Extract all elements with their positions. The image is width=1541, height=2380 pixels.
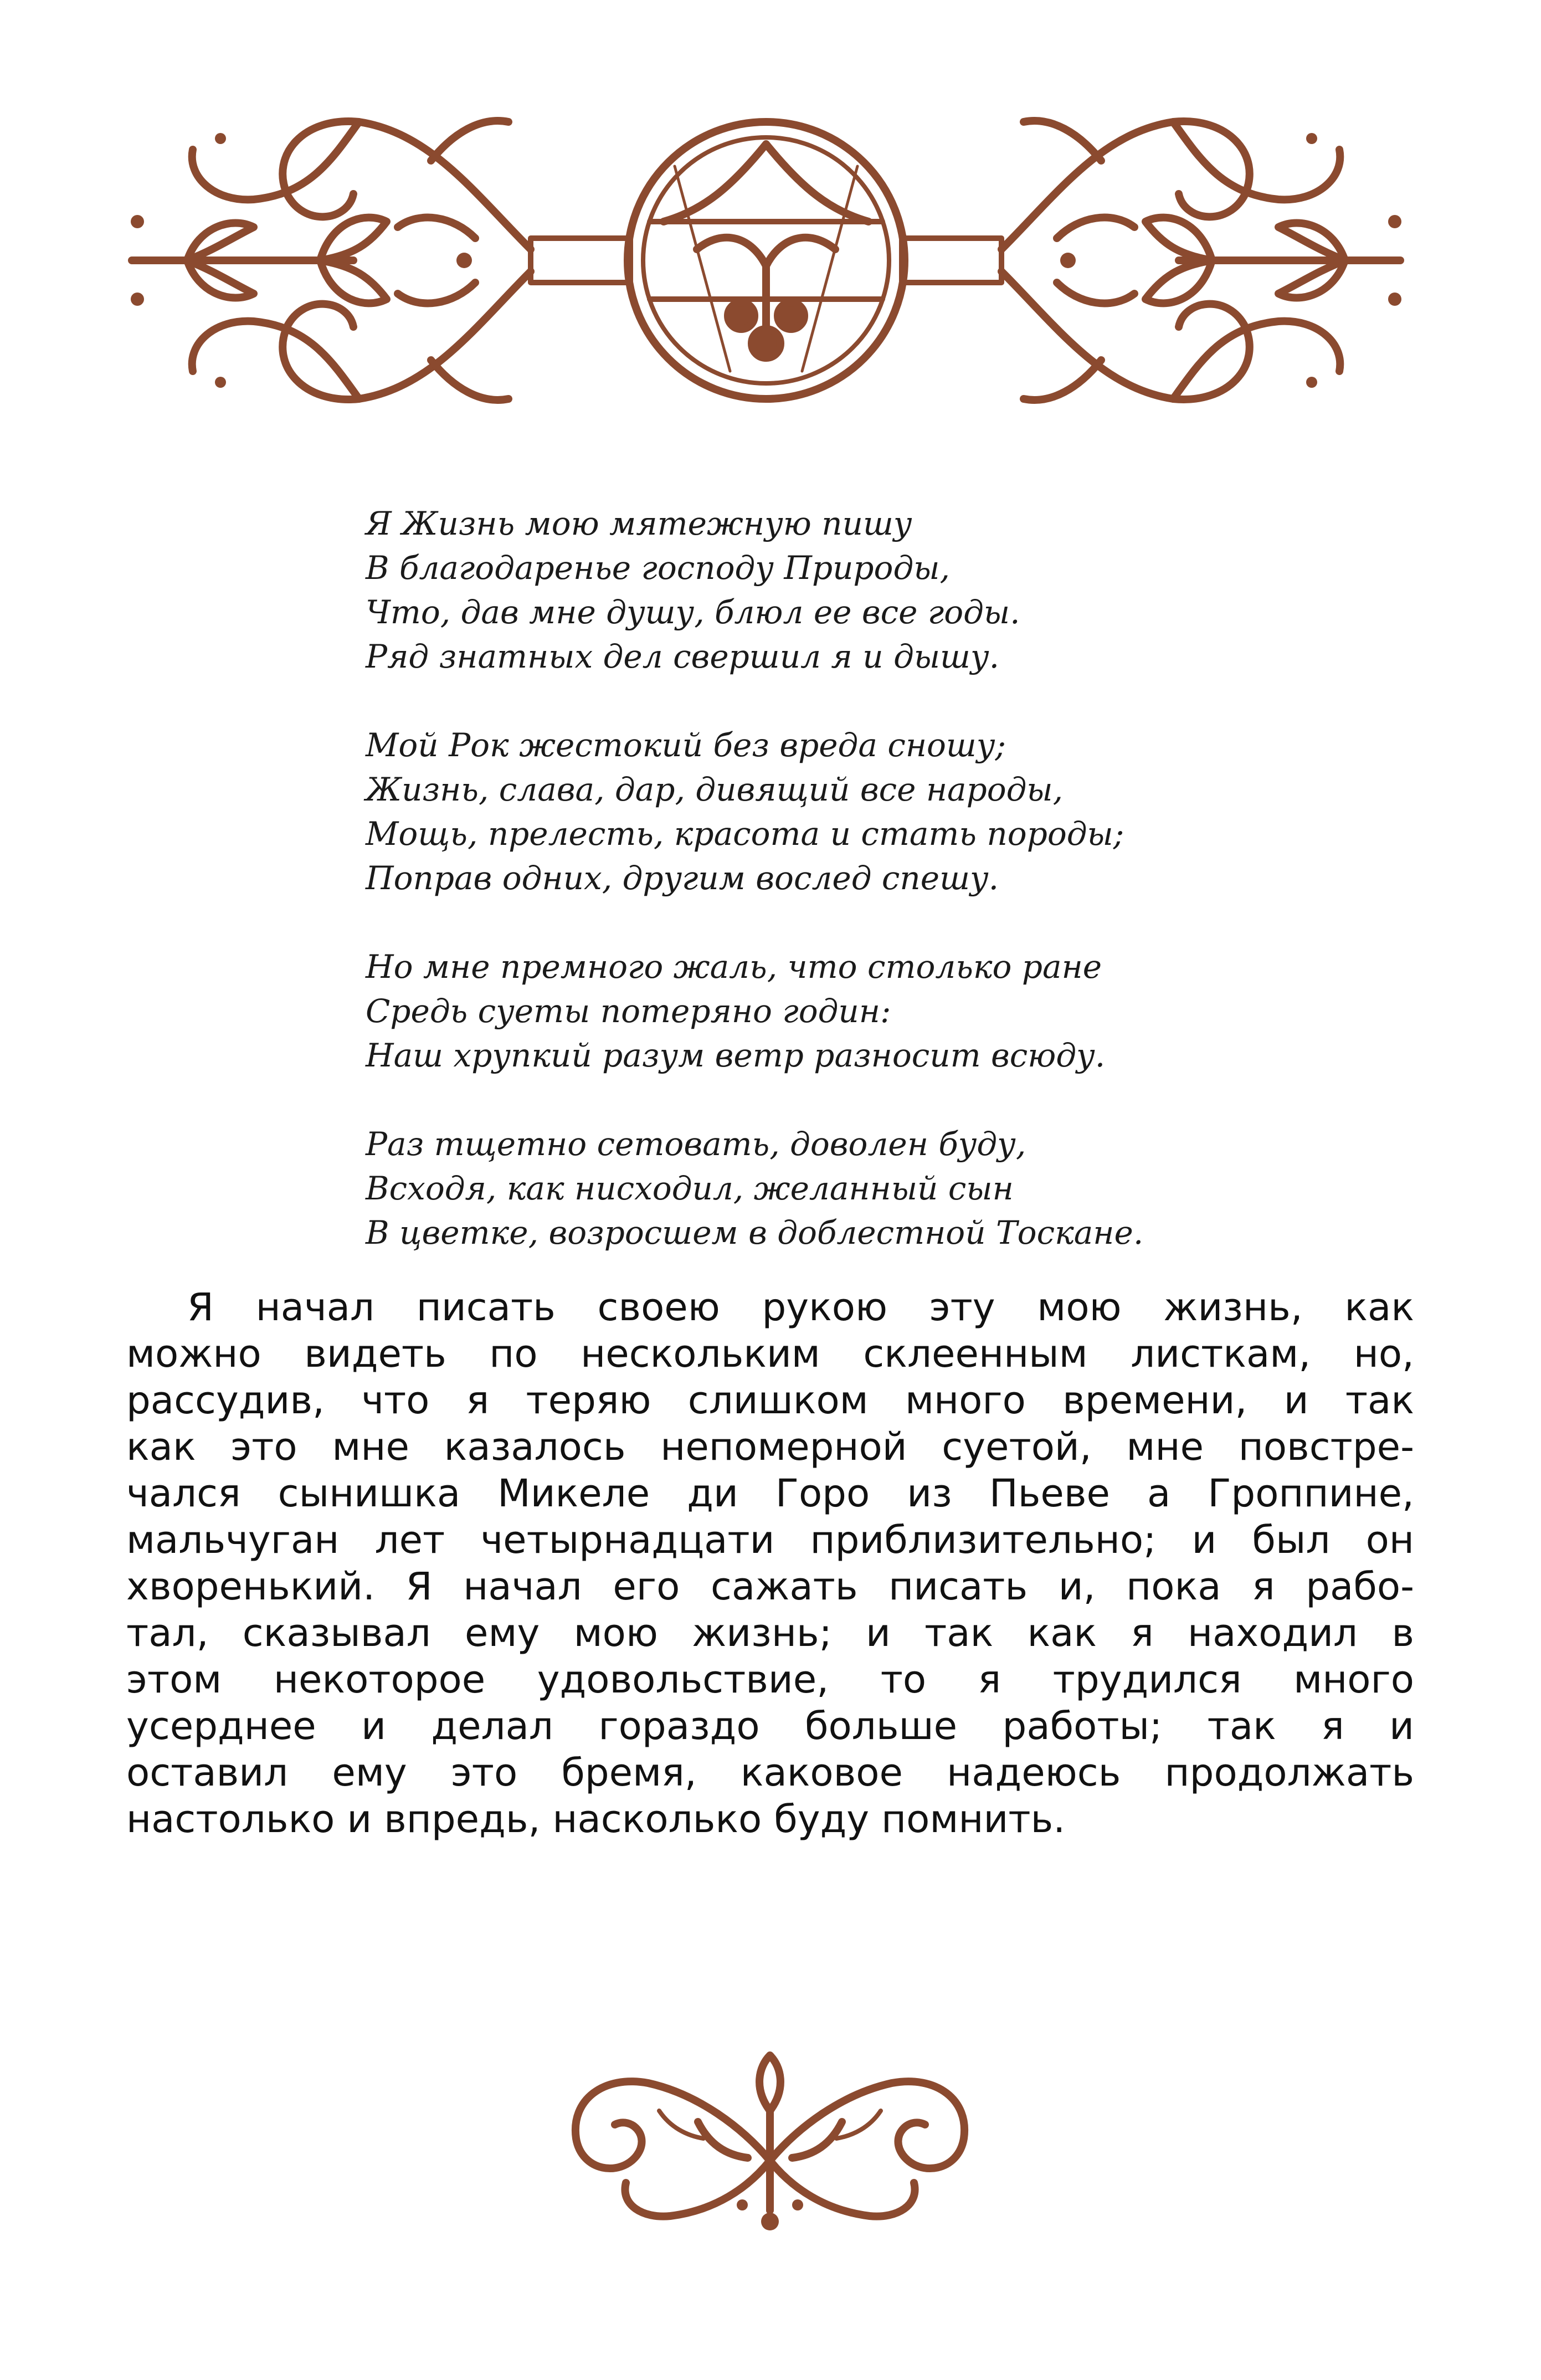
body-paragraph <box>126 1284 1414 1843</box>
paragraph-line: мальчуган лет четырнадцати приблизительно; и был он <box>126 1518 1414 1562</box>
poem-line: Что, дав мне душу, блюл ее все годы. <box>366 593 1020 631</box>
headpiece-ornament <box>121 83 1411 438</box>
paragraph-line: оставил ему это бремя, каковое надеюсь продолжать <box>126 1751 1414 1795</box>
paragraph-line: рассудив, что я теряю слишком много времени, и так <box>126 1378 1414 1423</box>
poem-line: Наш хрупкий разум ветр разносит всюду. <box>366 1037 1106 1074</box>
poem-line: Средь суеты потеряно годин: <box>366 992 891 1030</box>
paragraph-line: тал, сказывал ему мою жизнь; и так как я находил в <box>126 1611 1414 1655</box>
stanza <box>366 723 1418 900</box>
poem-line: Но мне премного жаль, что столько ране <box>366 948 1102 986</box>
paragraph-line: усерднее и делал гораздо больше работы; так я и <box>126 1704 1414 1748</box>
paragraph-line: как это мне казалось непомерной суетой, мне повстре- <box>126 1425 1414 1469</box>
poem-line: В благодаренье господу Природы, <box>366 549 950 587</box>
poem-line: Жизнь, слава, дар, дивящий все народы, <box>366 771 1064 808</box>
tailpiece-ornament <box>559 2044 980 2244</box>
paragraph-line: настолько и впредь, насколько буду помнить. <box>126 1797 1066 1842</box>
stanza <box>366 501 1418 679</box>
poem-line: Мощь, прелесть, красота и стать породы; <box>366 815 1124 853</box>
poem-line: Раз тщетно сетовать, доволен буду, <box>366 1125 1026 1163</box>
stanza <box>366 945 1418 1078</box>
stanza <box>366 1122 1418 1255</box>
poem-line: В цветке, возросшем в доблестной Тоскане. <box>366 1214 1144 1251</box>
paragraph-line: этом некоторое удовольствие, то я трудился много <box>126 1658 1414 1702</box>
paragraph-line: хворенький. Я начал его сажать писать и, пока я рабо- <box>126 1565 1414 1609</box>
poem-line: Мой Рок жестокий без вреда сношу; <box>366 726 1006 764</box>
paragraph-line: чался сынишка Микеле ди Горо из Пьеве а Гроппине, <box>126 1471 1414 1516</box>
paragraph-line: Я начал писать своею рукою эту мою жизнь, как <box>187 1285 1414 1330</box>
poem-line: Всходя, как нисходил, желанный сын <box>366 1170 1014 1207</box>
paragraph-line: можно видеть по нескольким склеенным листкам, но, <box>126 1332 1414 1376</box>
poem-line: Я Жизнь мою мятежную пишу <box>366 505 912 542</box>
sonnet <box>366 501 1418 1255</box>
poem-line: Ряд знатных дел свершил я и дышу. <box>366 638 1000 675</box>
poem-line: Поправ одних, другим вослед спешу. <box>366 859 999 897</box>
